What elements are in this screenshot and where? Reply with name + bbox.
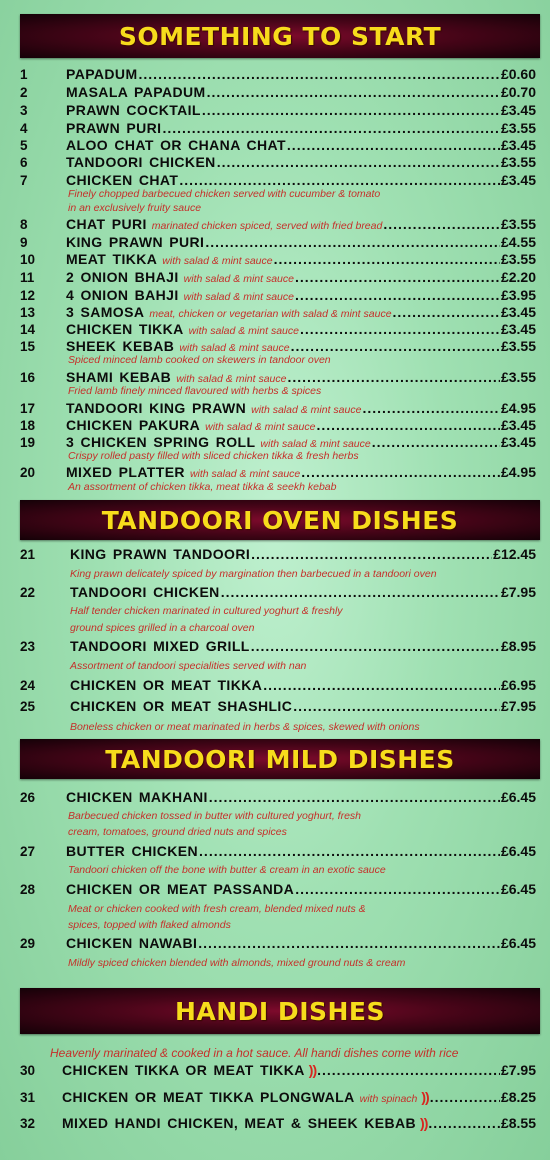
item-number: 3 [20,103,28,118]
dot-leader [301,464,500,480]
dot-leader [295,881,500,897]
item-name: MIXED HANDI CHICKEN, MEAT & SHEEK KEBAB [62,1115,417,1131]
dot-leader [198,935,500,951]
item-number: 11 [20,270,35,285]
item-number: 24 [20,678,36,693]
item-price: £3.55 [500,120,536,136]
item-number: 13 [20,305,36,320]
item-number: 10 [20,252,36,267]
item-description: King prawn delicately spiced by margination then barbecued in a tandoori oven [70,568,437,580]
item-name: CHICKEN OR MEAT PASSANDA [66,881,295,897]
menu-item [20,843,536,861]
item-description: Tandoori chicken off the bone with butter & cream in an exotic sauce [68,864,386,876]
item-number: 7 [20,173,28,188]
item-price: £0.60 [500,66,536,82]
item-number: 9 [20,235,28,250]
item-price: £3.45 [500,172,536,188]
item-description: Half tender chicken marinated in cultured yoghurt & freshly [70,605,343,617]
item-price: £3.45 [500,102,536,118]
dot-leader [179,172,500,188]
menu-item [20,400,536,418]
section-banner [20,739,540,779]
item-name: CHICKEN OR MEAT SHASHLIC [70,698,293,714]
item-name: CHICKEN OR MEAT TIKKA PLONGWALA [62,1089,355,1105]
dot-leader [217,154,500,170]
item-description: Spiced minced lamb cooked on skewers in tandoor oven [68,354,331,366]
item-number: 22 [20,585,36,600]
dot-leader [372,434,500,450]
menu-item [20,1062,536,1080]
item-name: CHICKEN TIKKA OR MEAT TIKKA [62,1062,305,1078]
item-name: CHICKEN PAKURA [66,417,201,433]
item-number: 6 [20,155,28,170]
dot-leader [317,1062,500,1078]
item-number: 28 [20,882,36,897]
item-price: £7.95 [500,698,536,714]
item-number: 30 [20,1063,36,1078]
item-name: PRAWN PURI [66,120,162,136]
item-number: 19 [20,435,36,450]
item-description: Fried lamb finely minced flavoured with herbs & spices [68,385,322,397]
item-price: £3.55 [500,251,536,267]
dot-leader [139,66,500,82]
item-price: £3.45 [500,304,536,320]
item-name: TANDOORI MIXED GRILL [70,638,250,654]
section-title: SOMETHING TO START [118,21,442,51]
dot-leader [209,789,500,805]
item-price: £7.95 [500,1062,536,1078]
menu-item [20,546,536,564]
item-number: 16 [20,370,36,385]
dot-leader [199,843,500,859]
item-name: MASALA PAPADUM [66,84,206,100]
item-description: Mildly spiced chicken blended with almonds, mixed ground nuts & cream [68,957,406,969]
item-price: £3.95 [500,287,536,303]
menu-item [20,102,536,120]
item-number: 18 [20,418,36,433]
item-price: £6.45 [500,843,536,859]
dot-leader [251,638,500,654]
item-note: with salad & mint sauce [260,438,371,450]
item-description: in an exclusively fruity sauce [68,202,202,214]
item-name: TANDOORI KING PRAWN [66,400,247,416]
item-description: Crispy rolled pasty filled with sliced chicken tikka & fresh herbs [68,450,359,462]
menu-item [20,154,536,172]
menu-item [20,251,536,269]
item-price: £8.25 [500,1089,536,1105]
chili-icon: )) [421,1089,429,1105]
section-title: TANDOORI OVEN DISHES [101,505,459,535]
menu-item [20,698,536,716]
section-banner [20,988,540,1034]
dot-leader [300,321,500,337]
dot-leader [251,546,492,562]
item-price: £3.55 [500,369,536,385]
item-price: £4.55 [500,234,536,250]
dot-leader [263,677,500,693]
dot-leader [316,417,500,433]
item-number: 25 [20,699,36,714]
dot-leader [291,338,500,354]
dot-leader [430,1089,500,1105]
item-number: 1 [20,67,28,82]
item-note: with salad & mint sauce [205,421,316,433]
item-number: 5 [20,138,28,153]
item-note: with salad & mint sauce [162,255,273,267]
item-note: marinated chicken spiced, served with fried bread [151,220,383,232]
item-price: £0.70 [500,84,536,100]
item-name: CHICKEN NAWABI [66,935,198,951]
dot-leader [202,102,500,118]
item-price: £3.45 [500,321,536,337]
item-price: £6.45 [500,881,536,897]
menu-item [20,84,536,102]
item-number: 15 [20,339,36,354]
menu-item [20,638,536,656]
menu-item [20,304,536,322]
item-note: with salad & mint sauce [183,273,294,285]
item-number: 31 [20,1090,36,1105]
item-price: £4.95 [500,400,536,416]
section-title: TANDOORI MILD DISHES [105,744,455,774]
menu-item [20,584,536,602]
item-number: 26 [20,790,36,805]
item-name: SHAMI KEBAB [66,369,172,385]
item-number: 14 [20,322,36,337]
item-name: BUTTER CHICKEN [66,843,199,859]
item-name: CHAT PURI [66,216,147,232]
item-price: £3.45 [500,434,536,450]
item-number: 4 [20,121,28,136]
item-note: with salad & mint sauce [183,291,294,303]
menu-item [20,1115,536,1133]
item-price: £3.45 [500,417,536,433]
menu-item [20,269,536,287]
dot-leader [274,251,500,267]
dot-leader [287,137,500,153]
section-title: HANDI DISHES [174,996,386,1026]
chili-icon: )) [420,1115,428,1131]
dot-leader [221,584,500,600]
section-banner [20,500,540,540]
item-price: £6.95 [500,677,536,693]
item-price: £8.95 [500,638,536,654]
dot-leader [428,1115,500,1131]
item-price: £3.55 [500,338,536,354]
item-description: ground spices grilled in a charcoal oven [70,622,255,634]
item-description: spices, topped with flaked almonds [68,919,231,931]
menu-item [20,677,536,695]
item-name: CHICKEN CHAT [66,172,179,188]
dot-leader [162,120,500,136]
item-name: 2 ONION BHAJI [66,269,179,285]
dot-leader [205,234,500,250]
item-description: Meat or chicken cooked with fresh cream, blended mixed nuts & [68,903,366,915]
item-price: £12.45 [493,546,536,562]
item-number: 21 [20,547,36,562]
item-description: Assortment of tandoori specialities served with nan [70,660,307,672]
item-name: MIXED PLATTER [66,464,185,480]
item-number: 29 [20,936,36,951]
item-name: PRAWN COCKTAIL [66,102,201,118]
menu-item [20,789,536,807]
item-price: £8.55 [500,1115,536,1131]
item-name: KING PRAWN TANDOORI [70,546,251,562]
dot-leader [207,84,500,100]
menu-item [20,321,536,339]
item-name: SHEEK KEBAB [66,338,175,354]
item-name: CHICKEN TIKKA [66,321,184,337]
item-note: with salad & mint sauce [188,325,299,337]
chili-icon: )) [308,1062,317,1078]
dot-leader [393,304,500,320]
item-price: £3.55 [500,154,536,170]
dot-leader [362,400,500,416]
section-intro: Heavenly marinated & cooked in a hot sauce. All handi dishes come with rice [50,1046,459,1060]
item-note: with salad & mint sauce [251,404,362,416]
item-price: £7.95 [500,584,536,600]
section-banner [20,14,540,58]
dot-leader [288,369,500,385]
item-note: with salad & mint sauce [179,342,290,354]
dot-leader [295,287,500,303]
menu-item [20,417,536,435]
item-name: 4 ONION BAHJI [66,287,179,303]
item-description: cream, tomatoes, ground dried nuts and spices [68,826,287,838]
item-price: £4.95 [500,464,536,480]
item-note: with salad & mint sauce [189,468,301,480]
menu-item [20,216,536,234]
menu-item [20,935,536,953]
item-name: ALOO CHAT OR CHANA CHAT [66,137,286,153]
dot-leader [295,269,500,285]
item-price: £6.45 [500,935,536,951]
item-name: PAPADUM [66,66,138,82]
item-name: MEAT TIKKA [66,251,158,267]
item-note: meat, chicken or vegetarian with salad & mint sauce [149,308,392,320]
item-note: with spinach [359,1093,418,1105]
item-number: 20 [20,465,36,480]
item-number: 23 [20,639,36,654]
item-number: 17 [20,401,36,416]
item-description: Barbecued chicken tossed in butter with cultured yoghurt, fresh [68,810,361,822]
item-description: Finely chopped barbecued chicken served with cucumber & tomato [68,188,381,200]
menu-item [20,120,536,138]
item-name: 3 SAMOSA [66,304,145,320]
item-description: Boneless chicken or meat marinated in herbs & spices, skewed with onions [70,721,420,733]
menu-item [20,1089,536,1107]
item-name: CHICKEN OR MEAT TIKKA [70,677,263,693]
item-description: An assortment of chicken tikka, meat tikka & seekh kebab [68,481,337,493]
menu-item [20,66,536,84]
dot-leader [383,216,500,232]
item-number: 27 [20,844,36,859]
dot-leader [293,698,500,714]
item-name: CHICKEN MAKHANI [66,789,208,805]
item-number: 2 [20,85,28,100]
item-name: TANDOORI CHICKEN [66,154,216,170]
item-note: with salad & mint sauce [176,373,287,385]
item-number: 12 [20,288,36,303]
item-number: 32 [20,1116,36,1131]
item-price: £3.45 [500,137,536,153]
menu-item [20,234,536,252]
menu-item [20,137,536,155]
item-name: KING PRAWN PURI [66,234,205,250]
item-price: £3.55 [500,216,536,232]
menu-item [20,287,536,305]
item-number: 8 [20,217,28,232]
item-name: TANDOORI CHICKEN [70,584,220,600]
item-price: £2.20 [500,269,536,285]
menu-item [20,881,536,899]
item-price: £6.45 [500,789,536,805]
item-name: 3 CHICKEN SPRING ROLL [66,434,256,450]
